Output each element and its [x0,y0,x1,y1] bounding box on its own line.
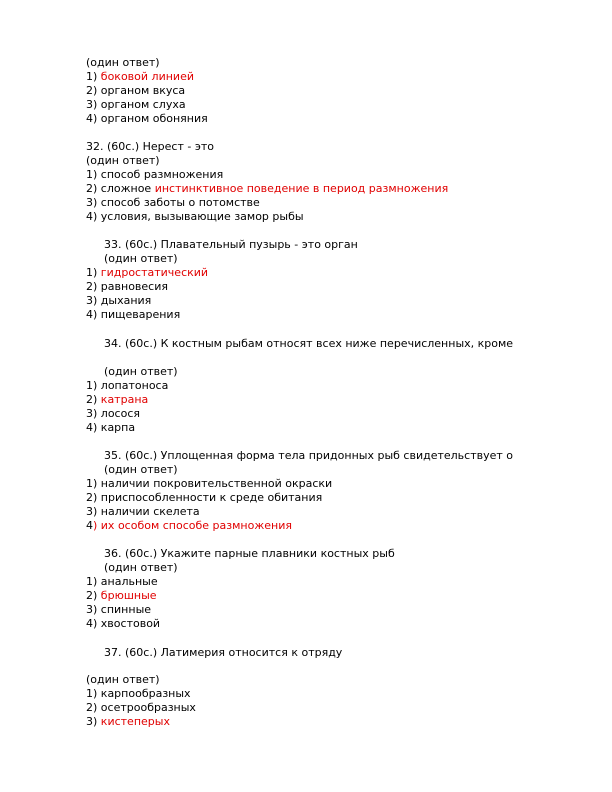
option-text: способ размножения [100,168,224,181]
q35-option-3 [86,505,200,518]
option-text: органом слуха [100,98,186,111]
option-number: 1) [86,70,98,83]
q35-title: 35. (60с.) Уплощенная форма тела придонных рыб свидетельствует о [104,449,514,462]
q37-option-2 [86,701,196,714]
q36-option-4 [86,617,160,630]
q33-mode: (один ответ) [104,252,178,265]
q33-option-1 [86,266,208,279]
option-number: 3) [86,98,98,111]
option-number: 2) [86,182,98,195]
option-text: наличии покровительственной окраски [100,477,333,490]
option-text: наличии скелета [100,505,200,518]
option-text: лосося [100,407,141,420]
option-text: органом вкуса [100,84,186,97]
option-number: 3) [86,196,98,209]
q37-title: 37. (60с.) Латимерия относится к отряду [104,646,343,659]
option-number: 4) [86,421,98,434]
q37-option-3 [86,715,170,728]
option-number: 2) [86,491,98,504]
q36-option-2 [86,589,157,602]
option-number: 4) [86,617,98,630]
option-number: 2) [86,280,98,293]
option-text: приспособленности к среде обитания [100,491,323,504]
correct-answer: гидростатический [100,266,209,279]
option-text: условия, вызывающие замор рыбы [100,210,304,223]
option-text: лопатоноса [100,379,169,392]
q37-mode: (один ответ) [86,673,160,686]
q36-mode: (один ответ) [104,561,178,574]
option-text: карпа [100,421,136,434]
option-number: 4) [86,112,98,125]
option-text: хвостовой [100,617,161,630]
q35-option-1 [86,477,332,490]
q32-option-2 [86,182,448,195]
option-text: анальные [100,575,158,588]
correct-answer: катрана [100,393,149,406]
correct-answer: инстинктивное поведение в период размножения [154,182,449,195]
q33-option-2 [86,280,168,293]
option-number: 4 [86,519,93,532]
correct-answer: боковой линией [100,70,194,83]
option-number: 1) [86,477,98,490]
q34-option-3 [86,407,140,420]
option-number: 2) [86,84,98,97]
option-text: пищеварения [100,308,181,321]
option-number: 1) [86,687,98,700]
option-text: дыхания [100,294,152,307]
option-text: органом обоняния [100,112,208,125]
q34-option-2 [86,393,148,406]
q32-option-3 [86,196,260,209]
q33-option-4 [86,308,180,321]
option-number: 2) [86,393,98,406]
q32-title: 32. (60с.) Нерест - это [86,140,214,153]
correct-answer: кистеперых [100,715,170,728]
option-number: 3) [86,505,98,518]
q34-option-4 [86,421,135,434]
q34-mode: (один ответ) [104,365,178,378]
q33-option-3 [86,294,151,307]
correct-answer: ) их особом способе размножения [93,519,292,532]
q32-mode: (один ответ) [86,154,160,167]
q36-title: 36. (60с.) Укажите парные плавники костных рыб [104,547,395,560]
q32-option-4 [86,210,304,223]
option-text: способ заботы о потомстве [100,196,260,209]
correct-answer: брюшные [100,589,157,602]
option-text: равновесия [100,280,168,293]
q31-option-3 [86,98,186,111]
q31-option-1 [86,70,194,83]
option-number: 2) [86,589,98,602]
option-text: сложное [100,182,152,195]
q35-mode: (один ответ) [104,463,178,476]
q31-option-4 [86,112,208,125]
option-text: карпообразных [100,687,191,700]
option-text: спинные [100,603,152,616]
option-number: 3) [86,715,98,728]
q33-title: 33. (60с.) Плавательный пузырь - это орган [104,238,358,251]
q36-option-1 [86,575,158,588]
q31-mode: (один ответ) [86,56,160,69]
q37-option-1 [86,687,191,700]
q31-option-2 [86,84,185,97]
option-number: 1) [86,168,98,181]
option-number: 1) [86,575,98,588]
option-number: 3) [86,294,98,307]
option-number: 4) [86,308,98,321]
q35-option-2 [86,491,322,504]
q32-option-1 [86,168,223,181]
option-text: осетрообразных [100,701,196,714]
q34-option-1 [86,379,168,392]
option-number: 2) [86,701,98,714]
option-number: 1) [86,379,98,392]
option-number: 4) [86,210,98,223]
option-number: 3) [86,603,98,616]
option-number: 3) [86,407,98,420]
q36-option-3 [86,603,151,616]
q34-title: 34. (60с.) К костным рыбам относят всех ниже перечисленных, кроме [104,337,514,350]
q35-option-4 [86,519,292,532]
option-number: 1) [86,266,98,279]
